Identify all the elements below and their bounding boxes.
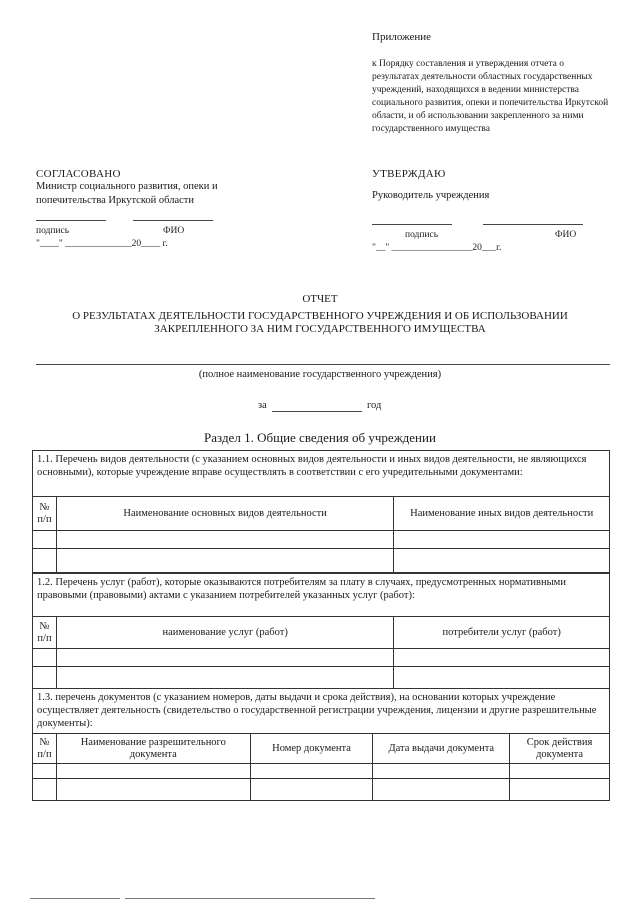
table-cell	[33, 531, 57, 549]
table-cell	[56, 531, 393, 549]
services-col-num: № п/п	[33, 617, 57, 649]
table-cell	[33, 667, 57, 689]
report-subtitle-1: О РЕЗУЛЬТАТАХ ДЕЯТЕЛЬНОСТИ ГОСУДАРСТВЕННОГО УЧРЕЖДЕНИЯ И ОБ ИСПОЛЬЗОВАНИИ	[72, 310, 568, 322]
activities-col-num: № п/п	[33, 497, 57, 531]
documents-col-num: № п/п	[33, 734, 57, 764]
period-suffix: год	[367, 400, 382, 411]
table-cell	[56, 649, 393, 667]
services-col-service: наименование услуг (работ)	[56, 617, 393, 649]
agreed-heading: СОГЛАСОВАНО	[36, 168, 121, 180]
section-1-2-text: 1.2. Перечень услуг (работ), которые оказываются потребителям за плату в случаях, предусмотренных нормативными правовыми (правовыми) актами с указанием потребителей указанных услуг (работ):	[32, 573, 610, 616]
table-cell	[33, 764, 57, 779]
agreed-sign-label: подпись	[36, 226, 70, 236]
documents-col-name: Наименование разрешительного документа	[56, 734, 250, 764]
table-cell	[33, 549, 57, 573]
table-cell	[33, 649, 57, 667]
agreed-sign-line	[36, 220, 106, 221]
documents-col-term: Срок действия документа	[510, 734, 610, 764]
activities-col-other: Наименование иных видов деятельности	[394, 497, 610, 531]
approve-sign-label: подпись	[405, 230, 439, 240]
approve-position: Руководитель учреждения	[372, 190, 490, 201]
table-cell	[33, 779, 57, 801]
report-title: ОТЧЕТ	[302, 293, 338, 305]
table-cell	[56, 779, 250, 801]
table-cell	[510, 764, 610, 779]
approve-name-label: ФИО	[555, 230, 577, 240]
agreed-position: Министр социального развития, опеки и попечительства Иркутской области	[36, 181, 218, 206]
table-cell	[250, 764, 373, 779]
services-table	[32, 616, 610, 689]
appendix-title: Приложение	[372, 31, 432, 43]
documents-col-date: Дата выдачи документа	[373, 734, 510, 764]
period-prefix: за	[258, 400, 267, 411]
footer-line	[30, 898, 120, 899]
agreed-name-label: ФИО	[163, 226, 185, 236]
documents-table	[32, 733, 610, 801]
approve-sign-line	[372, 224, 452, 225]
table-cell	[373, 779, 510, 801]
agreed-date-line: "____" ______________20____ г.	[36, 239, 168, 249]
approve-date-line: "__" _________________20___г.	[372, 243, 502, 253]
activities-table	[32, 496, 610, 573]
section-1-1-text: 1.1. Перечень видов деятельности (с указанием основных видов деятельности и иных видов деятельности, не являющихся основными), которые учреждение вправе осуществлять в соответствии с его учредительными документами:	[32, 450, 610, 496]
section-1-3-text: 1.3. перечень документов (с указанием номеров, даты выдачи и срока действия), на основании которых учреждение осуществляет деятельность (свидетельство о государственной регистрации учреждения, лицензии и другие разрешительные документы):	[32, 688, 610, 733]
services-col-consumers: потребители услуг (работ)	[394, 617, 610, 649]
documents-col-number: Номер документа	[250, 734, 373, 764]
footer-line	[125, 898, 375, 899]
table-cell	[394, 549, 610, 573]
table-cell	[394, 531, 610, 549]
table-cell	[394, 667, 610, 689]
table-cell	[56, 764, 250, 779]
table-cell	[56, 667, 393, 689]
section-title: Раздел 1. Общие сведения об учреждении	[204, 430, 436, 445]
period-year-line	[272, 411, 362, 412]
table-cell	[250, 779, 373, 801]
activities-col-main: Наименование основных видов деятельности	[56, 497, 393, 531]
appendix-text: к Порядку составления и утверждения отчета о результатах деятельности областных государственных учреждений, находящихся в ведении министерства социального развития, опеки и попечительства Иркутской области, и об использовании закрепленного за ними государственного имущества	[372, 59, 609, 134]
institution-name-line	[36, 364, 610, 365]
table-cell	[373, 764, 510, 779]
table-cell	[56, 549, 393, 573]
institution-name-caption: (полное наименование государственного учреждения)	[198, 369, 442, 380]
approve-heading: УТВЕРЖДАЮ	[372, 168, 446, 180]
agreed-name-line	[133, 220, 213, 221]
table-cell	[510, 779, 610, 801]
table-cell	[394, 649, 610, 667]
report-subtitle-2: ЗАКРЕПЛЕННОГО ЗА НИМ ГОСУДАРСТВЕННОГО ИМУЩЕСТВА	[154, 323, 486, 335]
approve-name-line	[483, 224, 583, 225]
